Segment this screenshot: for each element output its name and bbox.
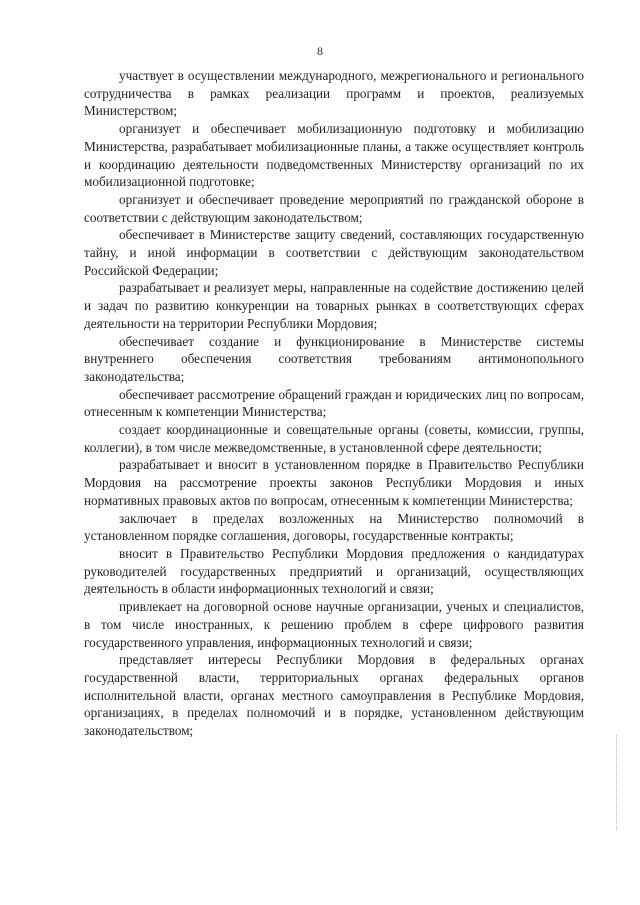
paragraph: привлекает на договорной основе научные организации, ученых и специалистов, в том числе иностранных, к решению проблем в сфере цифрового развития государственного управления, информационных технологий и связи; [84,599,584,650]
paragraph: организует и обеспечивает мобилизационную подготовку и мобилизацию Министерства, разрабатывает мобилизационные планы, а также осуществляет контроль и координацию деятельности подведомственных Министерству организаций по их мобилизационной подготовке; [84,121,584,190]
paragraph: вносит в Правительство Республики Мордовия предложения о кандидатурах руководителей государственных предприятий и организаций, осуществляющих деятельность в области информационных технологий и связи; [84,545,584,597]
paragraph: участвует в осуществлении международного, межрегионального и регионального сотрудничества в рамках реализации программ и проектов, реализуемых Министерством; [84,68,584,119]
paragraph: разрабатывает и реализует меры, направленные на содействие достижению целей и задач по развитию конкуренции на товарных рынках в соответствующих сферах деятельности на территории Республики Мордовия; [84,280,584,331]
paragraph: обеспечивает рассмотрение обращений граждан и юридических лиц по вопросам, отнесенным к компетенции Министерства; [84,386,584,420]
document-body [84,67,584,740]
paragraph: организует и обеспечивает проведение мероприятий по гражданской обороне в соответствии с действующим законодательством; [84,191,584,225]
paragraph: представляет интересы Республики Мордовия в федеральных органах государственной власти, территориальных органах федеральных органов исполнительной власти, органах местного самоуправления в Республике Мордовия, организациях, в пределах полномочий и в порядке, установленном действующим законодательством; [84,652,584,739]
scan-margin-marks [616,735,620,830]
paragraph: создает координационные и совещательные органы (советы, комиссии, группы, коллегии), в том числе межведомственные, в установленной сфере деятельности; [84,422,584,455]
paragraph: обеспечивает создание и функционирование в Министерстве системы внутреннего обеспечения соответствия требованиям антимонопольного законодательства; [84,333,584,384]
paragraph: заключает в пределах возложенных на Министерство полномочий в установленном порядке соглашения, договоры, государственные контракты; [84,510,584,544]
paragraph: обеспечивает в Министерстве защиту сведений, составляющих государственную тайну, и иной информации в соответствии с действующим законодательством Российской Федерации; [84,227,584,278]
paragraph: разрабатывает и вносит в установленном порядке в Правительство Республики Мордовия на рассмотрение проекты законов Республики Мордовия и иных нормативных правовых актов по вопросам, отнесенным к компетенции Министерства; [84,457,584,508]
page-number: 8 [317,44,323,58]
